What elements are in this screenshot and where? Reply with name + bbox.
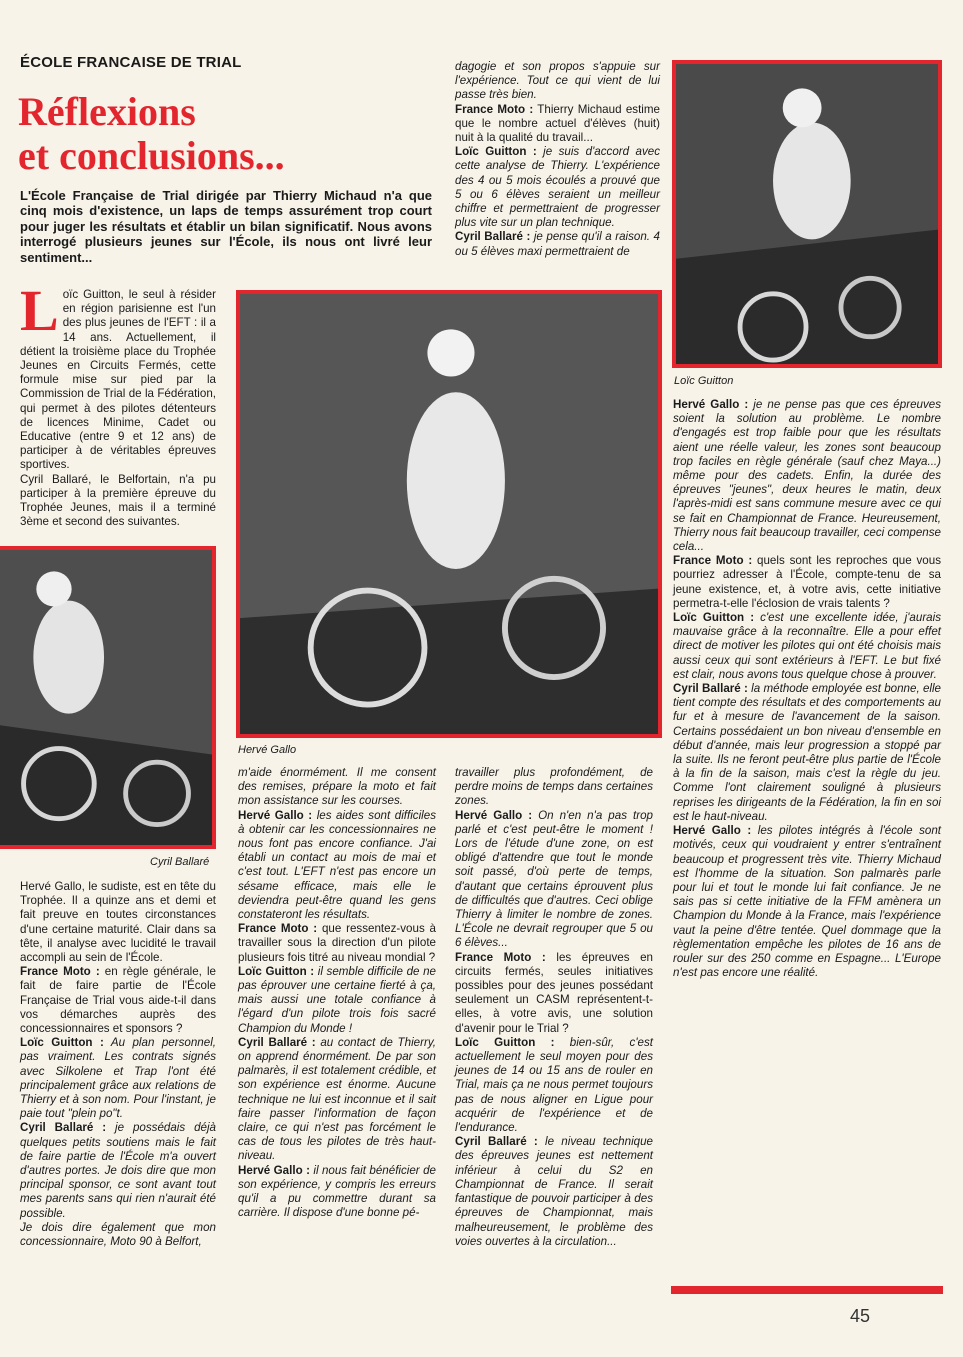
paragraph: m'aide énormément. Il me consent des remises, prépare la moto et fait mon assistance sur les courses. xyxy=(238,766,436,808)
qa-item: France Moto : quels sont les reproches que vous pourriez adresser à l'École, compte-tenu de sa jeune existence, et, à votre avis, cette initiative permetra-t-elle l'éclosion de vrais talents ? xyxy=(673,554,941,610)
drop-cap: L xyxy=(20,278,59,343)
photo-loic-guitton xyxy=(672,60,942,368)
qa-item: Loïc Guitton : je suis d'accord avec cette analyse de Thierry. L'expérience des 4 ou 5 mois écoulés a prouvé que 5 ou 6 élèves seraient un meilleur chiffre et permettraient de progresser plus vite sur un plan technique. xyxy=(455,145,660,230)
qa-item: Loïc Guitton : il semble difficile de ne pas éprouver une certaine fierté à ça, mais aussi une totale confiance à l'égard d'un pilote trois fois sacré Champion du Monde ! xyxy=(238,964,436,1035)
qa-item: Cyril Ballaré : le niveau technique des épreuves jeunes est nettement inférieur à celui du S2 en Championnat de France. Il serait fantastique de pouvoir participer à des épreuves de Championnat, mais malheureusement, le problème des voies ouvertes à la circulation... xyxy=(455,1135,653,1248)
photo-herve-gallo xyxy=(236,290,662,738)
paragraph: Je dois dire également que mon concessionnaire, Moto 90 à Belfort, xyxy=(20,1220,216,1249)
motorcycle-photo-icon xyxy=(0,550,212,845)
paragraph-intro-herve: Hervé Gallo, le sudiste, est en tête du Trophée. Il a quinze ans et demi et fait preuve en toutes circonstances d'une certaine maturité. Clair dans sa tête, il analyse avec lucidité le travail accompli au sein de l'École. xyxy=(20,880,216,965)
qa-item: Hervé Gallo : les aides sont difficiles à obtenir car les concessionnaires ne nous font pas encore confiance. J'ai établi un contact au mois de mai et c'est tout. L'EFT n'est pas encore un sésame efficace, mais elle le deviendra peut-être quand les gens constateront les résultats. xyxy=(238,808,436,922)
qa-item: Loïc Guitton : bien-sûr, c'est actuellement le seul moyen pour des jeunes de 14 ou 15 ans de rouler en Trial, mais ça ne nous permet toujours pas de nous aligner en Ligue pour acquérir de l'expérience et de l'endurance. xyxy=(455,1035,654,1135)
qa-item: Loïc Guitton : c'est une excellente idée, j'aurais mauvaise grâce à la reconnaître. Elle a pour effet direct de motiver les pilotes qui ont été choisis mais aussi ceux qui sont extérieurs à l'EFT. Le but fixé est clair, nous avons tous quelque chose à prouver. xyxy=(673,611,941,681)
qa-item: France Moto : en règle générale, le fait de faire partie de l'École Française de Trial vous aide-t-il dans vos démarches auprès des concessionnaires et sponsors ? xyxy=(20,965,216,1036)
page-number: 45 xyxy=(850,1306,871,1326)
motorcycle-photo-icon xyxy=(676,64,938,364)
column-1-top xyxy=(20,278,216,529)
column-3-top xyxy=(455,60,660,259)
qa-item: Cyril Ballaré : je pense qu'il a raison. 4 ou 5 élèves maxi permettraient de xyxy=(455,230,660,258)
photo-cyril-ballare xyxy=(0,546,216,849)
paragraph-intro-loic: Loïc Guitton, le seul à résider en région parisienne est l'un des plus jeunes de l'EFT : il a 14 ans. Actuellement, il détient la troisième place du Trophée Jeunes en Circuits Fermés, cette formule mise sur pied par la Commission de Trial de la Fédération, qui permet à des pilotes détenteurs de licences Minime, Cadet ou Educative (entre 9 et 12 ans) de participer à de véritables épreuves sportives. xyxy=(20,278,216,472)
title-line-1: Réflexions xyxy=(18,89,196,134)
paragraph: travailler plus profondément, de perdre moins de temps dans certaines zones. xyxy=(455,766,653,808)
section-kicker: ÉCOLE FRANCAISE DE TRIAL xyxy=(20,54,242,71)
caption-loic: Loïc Guitton xyxy=(674,375,734,387)
column-1-bottom xyxy=(20,880,216,1249)
paragraph-intro-cyril: Cyril Ballaré, le Belfortain, n'a pu participer à la première épreuve du Trophée Jeunes, mais il a terminé 3ème et second des suivantes. xyxy=(20,472,216,529)
column-2 xyxy=(238,766,436,1221)
paragraph: dagogie et son propos s'appuie sur l'expérience. Tout ce qui vient de lui passe très bien. xyxy=(455,60,660,102)
qa-item: Cyril Ballaré : au contact de Thierry, on apprend énormément. De par son palmarès, il est totalement crédible, et son expérience est énorme. Aucune technique ne lui est inconnue et il sait faire passer l'information de façon claire, ce qui n'est pas forcément le cas de tous les pilotes de très haut-niveau. xyxy=(238,1035,436,1163)
article-title xyxy=(18,90,438,178)
qa-item: Cyril Ballaré : la méthode employée est bonne, elle tient compte des résultats et des comportements au fur et à mesure de l'avancement de la saison. Certains possédaient un bon niveau d'ensemble en début d'année, mais leur progression a stoppé par la suite. Ils ne feront peut-être plus partie de l'École à la fin de la saison, mais c'est la règle du jeu. Comme l'ont clairement souligné à plusieurs reprises les dirigeants de la Fédération, la fin en soi est le haut-niveau. xyxy=(673,682,942,823)
caption-cyril: Cyril Ballaré xyxy=(150,856,210,868)
qa-item: Hervé Gallo : On n'en n'a pas trop parlé et c'est peut-être le moment ! Lors de l'étude d'une zone, on est obligé d'attendre que tout le monde soit passé, d'où perte de temps, d'autant que certains éprouvent plus de difficultés que d'autres. Ceci oblige Thierry à limiter le nombre de zones. L'École ne devrait regrouper que 5 ou 6 élèves... xyxy=(455,808,653,950)
caption-herve: Hervé Gallo xyxy=(238,744,297,756)
title-line-2: et conclusions... xyxy=(18,133,285,178)
column-4 xyxy=(673,398,941,980)
column-3-bottom xyxy=(455,766,653,1249)
motorcycle-photo-icon xyxy=(240,294,658,734)
qa-item: Loïc Guitton : Au plan personnel, pas vraiment. Les contrats signés avec Silkolene et Trap l'ont été principalement grâce aux relations de Thierry et à son nom. Pour l'instant, je paie tout "plein po"t. xyxy=(20,1036,216,1121)
article-lead: L'École Française de Trial dirigée par Thierry Michaud n'a que cinq mois d'existence, un laps de temps assurément trop court pour juger les résultats et établir un bilan significatif. Nous avons interrogé plusieurs jeunes sur l'École, ils nous ont livré leur sentiment... xyxy=(20,188,432,265)
qa-item: Cyril Ballaré : je possédais déjà quelques petits soutiens mais le fait de faire partie de l'École m'a ouvert d'autres portes. Je dois dire que mon principal sponsor, ce sont avant tout mes parents sans qui rien n'aurait été possible. xyxy=(20,1121,216,1220)
qa-item: France Moto : Thierry Michaud estime que le nombre actuel d'élèves (huit) nuit à la qualité du travail... xyxy=(455,102,660,145)
qa-item: France Moto : les épreuves en circuits fermés, seules initiatives possibles pour des jeunes possédant seulement un CASM représentent-t-elles, à votre avis, une solution d'avenir pour le Trial ? xyxy=(455,950,653,1035)
qa-item: Hervé Gallo : les pilotes intégrés à l'école sont motivés, ceux qui voudraient y entrer s'entraînent beaucoup et progressent très vite. Thierry Michaud est l'homme de la situation. Son palmarès parle pour lui et tout le monde lui fait confiance. Je ne sais pas si cette initiative de la FFM amènera un Champion du Monde à la France, mais l'expérience vaut la peine d'être tentée. Quel dommage que la règlementation empêche les pilotes de 16 ans de rouler sur des 250 comme en Espagne... L'Europe n'est pas encore une réalité. xyxy=(673,824,941,980)
qa-item: Hervé Gallo : il nous fait bénéficier de son expérience, y compris les erreurs qu'il a pu commettre durant sa carrière. Il dispose d'une bonne pé- xyxy=(238,1163,436,1220)
end-of-article-bar xyxy=(671,1286,943,1294)
qa-item: France Moto : que ressentez-vous à travailler sous la direction d'un pilote plusieurs fois titré au niveau mondial ? xyxy=(238,922,436,964)
qa-item: Hervé Gallo : je ne pense pas que ces épreuves soient la solution au problème. Le nombre d'engagés est trop faible pour que les résultats aient une réelle valeur, les zones sont beaucoup trop faciles en règle générale (sauf chez Maya...) même pour des cadets. Enfin, la durée des épreuves "jeunes", deux heures le matin, deux l'après-midi est sans commune mesure avec ce qui se fait en Championnat de France. Heureusement, Thierry nous fait beaucoup travailler, ceci compense cela... xyxy=(673,398,942,554)
